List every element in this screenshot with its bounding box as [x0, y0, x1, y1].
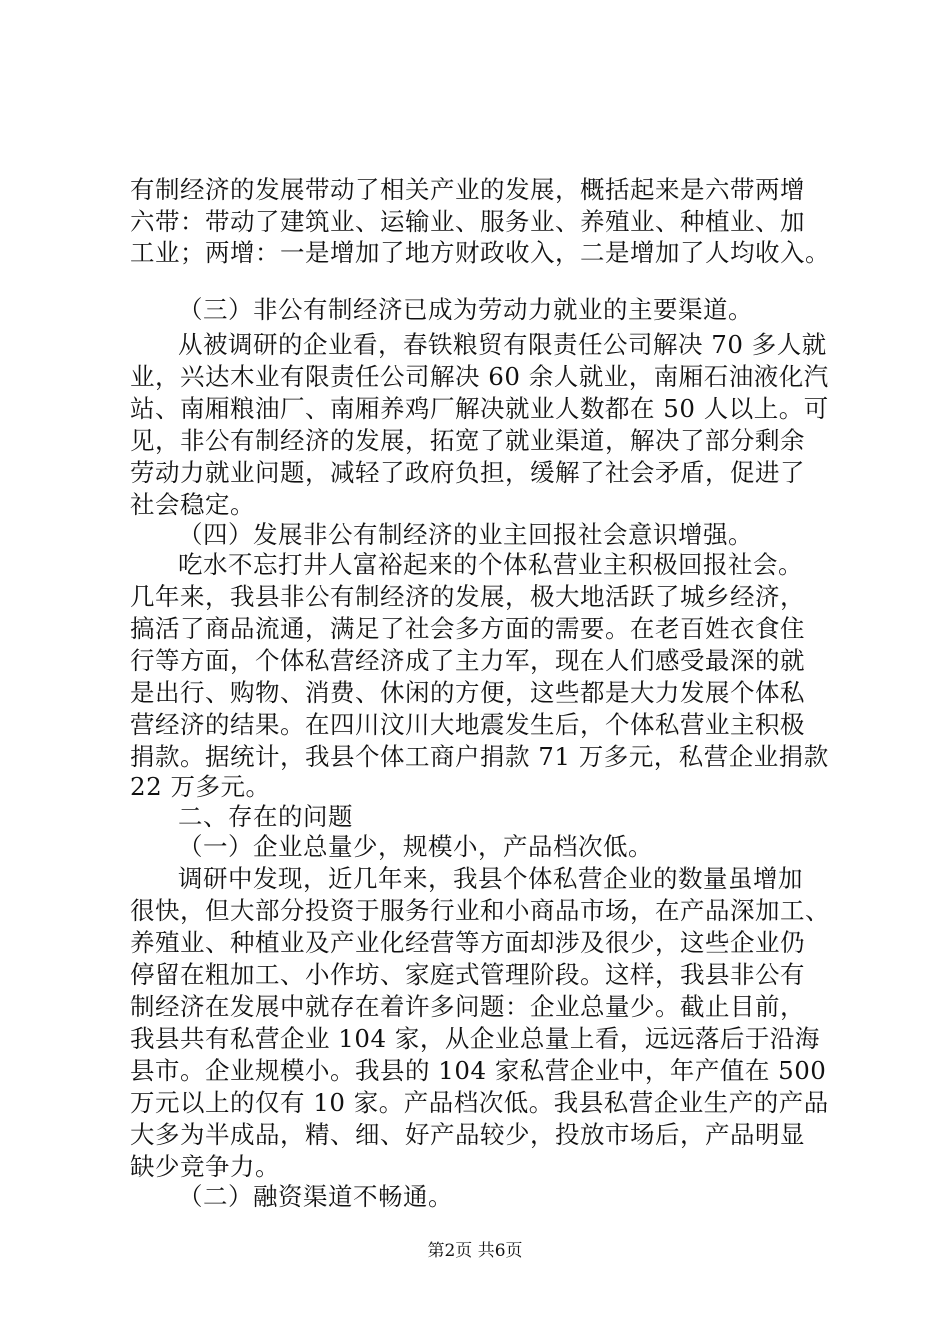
text-line: 很快，但大部分投资于服务行业和小商品市场，在产品深加工、: [130, 896, 830, 925]
text-line: 社会稳定。: [130, 490, 255, 519]
text-line: 停留在粗加工、小作坊、家庭式管理阶段。这样，我县非公有: [130, 960, 805, 989]
text-line: 见，非公有制经济的发展，拓宽了就业渠道，解决了部分剩余: [130, 426, 805, 455]
text-line: 制经济在发展中就存在着许多问题：企业总量少。截止目前，: [130, 992, 805, 1021]
text-line: 劳动力就业问题，减轻了政府负担，缓解了社会矛盾，促进了: [130, 458, 805, 487]
text-line: 22 万多元。: [130, 772, 271, 801]
text-line: 工业；两增：一是增加了地方财政收入，二是增加了人均收入。: [130, 238, 830, 267]
text-line: 养殖业、种植业及产业化经营等方面却涉及很少，这些企业仍: [130, 928, 805, 957]
section-heading: （三）非公有制经济已成为劳动力就业的主要渠道。: [178, 295, 753, 324]
text-line: 缺少竞争力。: [130, 1152, 280, 1181]
page-number-footer: 第2页 共6页: [427, 1241, 523, 1261]
section-heading: 二、存在的问题: [178, 802, 353, 831]
text-line: 业，兴达木业有限责任公司解决 60 余人就业，南厢石油液化汽: [130, 362, 829, 391]
text-line: 县市。企业规模小。我县的 104 家私营企业中，年产值在 500: [130, 1056, 827, 1085]
text-line: 调研中发现，近几年来，我县个体私营企业的数量虽增加: [178, 864, 803, 893]
text-line: 营经济的结果。在四川汶川大地震发生后，个体私营业主积极: [130, 710, 805, 739]
text-line: 是出行、购物、消费、休闲的方便，这些都是大力发展个体私: [130, 678, 805, 707]
text-line: 几年来，我县非公有制经济的发展，极大地活跃了城乡经济，: [130, 582, 805, 611]
text-line: 捐款。据统计，我县个体工商户捐款 71 万多元，私营企业捐款: [130, 742, 829, 771]
text-line: 搞活了商品流通，满足了社会多方面的需要。在老百姓衣食住: [130, 614, 805, 643]
section-heading: （四）发展非公有制经济的业主回报社会意识增强。: [178, 520, 753, 549]
text-line: 我县共有私营企业 104 家，从企业总量上看，远远落后于沿海: [130, 1024, 820, 1053]
text-line: 大多为半成品，精、细、好产品较少，投放市场后，产品明显: [130, 1120, 805, 1149]
text-line: 万元以上的仅有 10 家。产品档次低。我县私营企业生产的产品: [130, 1088, 829, 1117]
text-line: 有制经济的发展带动了相关产业的发展，概括起来是六带两增: [130, 175, 805, 204]
text-line: 从被调研的企业看，春铁粮贸有限责任公司解决 70 多人就: [178, 330, 827, 359]
text-line: 行等方面，个体私营经济成了主力军，现在人们感受最深的就: [130, 646, 805, 675]
text-line: 六带：带动了建筑业、运输业、服务业、养殖业、种植业、加: [130, 207, 805, 236]
text-line: 站、南厢粮油厂、南厢养鸡厂解决就业人数都在 50 人以上。可: [130, 394, 829, 423]
section-heading: （一）企业总量少，规模小，产品档次低。: [178, 832, 653, 861]
text-line: 吃水不忘打井人富裕起来的个体私营业主积极回报社会。: [178, 550, 803, 579]
section-heading: （二）融资渠道不畅通。: [178, 1182, 453, 1211]
